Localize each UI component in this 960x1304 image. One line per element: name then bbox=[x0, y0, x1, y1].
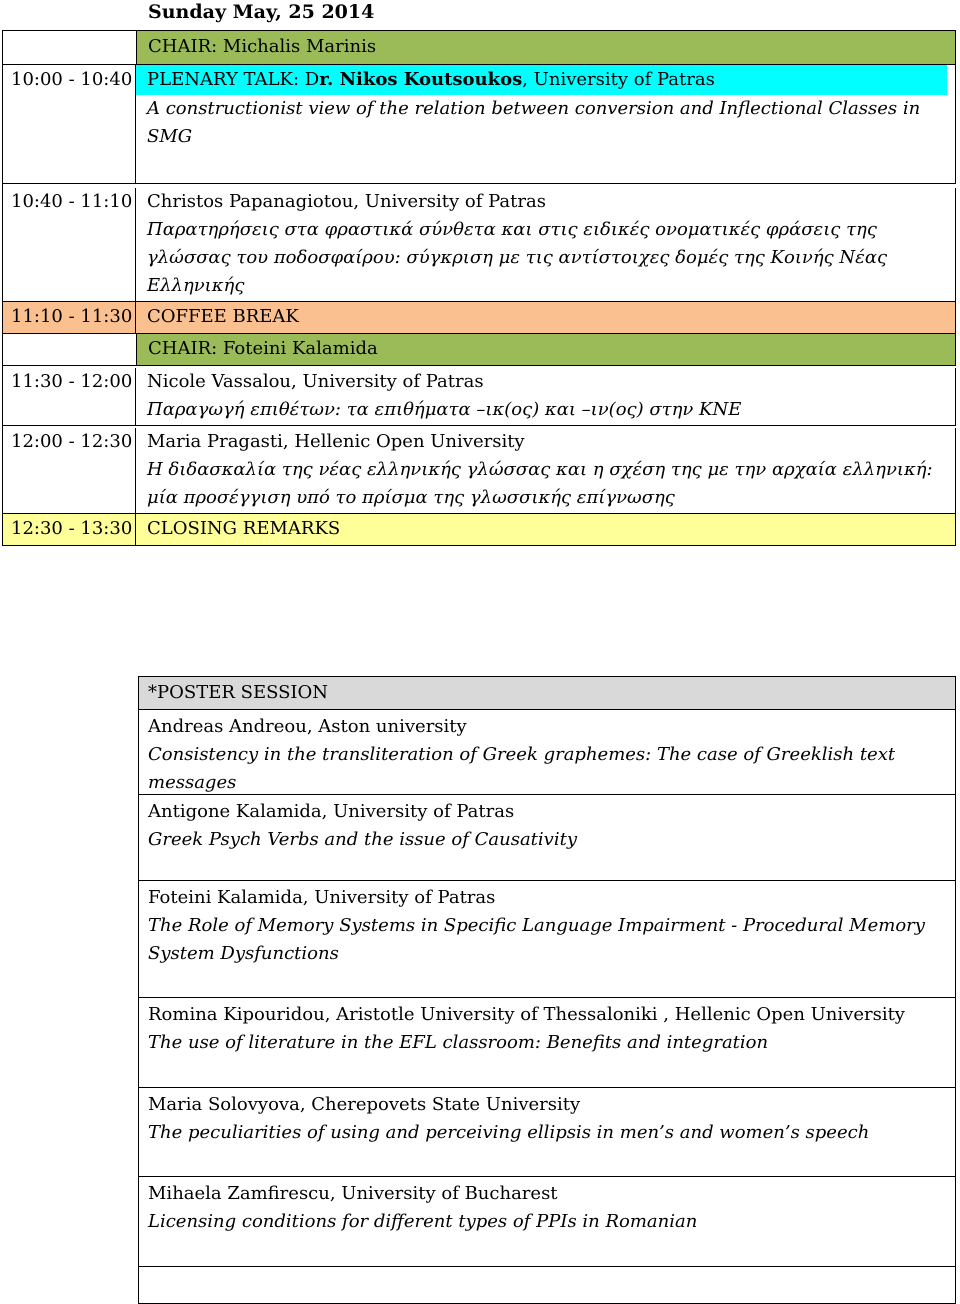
talk-title: Παραγωγή επιθέτων: τα επιθήματα –ικ(ος) και –ιν(ος) στην ΚΝΕ bbox=[147, 399, 742, 420]
schedule-table bbox=[2, 30, 956, 546]
chair-row bbox=[3, 334, 956, 366]
talk-speaker: Maria Pragasti, Hellenic Open University bbox=[147, 431, 525, 452]
day-title: Sunday May, 25 2014 bbox=[148, 1, 375, 23]
poster-session-table bbox=[138, 676, 956, 1304]
poster-item-empty bbox=[139, 1267, 956, 1304]
poster-title: Greek Psych Verbs and the issue of Causativity bbox=[148, 829, 578, 850]
poster-speaker: Antigone Kalamida, University of Patras bbox=[148, 801, 515, 822]
talk-cell bbox=[136, 188, 956, 301]
plenary-cell bbox=[136, 65, 956, 183]
chair-cell: CHAIR: Foteini Kalamida bbox=[136, 334, 956, 365]
poster-speaker: Foteini Kalamida, University of Patras bbox=[148, 887, 496, 908]
time-cell: 10:40 - 11:10 bbox=[3, 188, 136, 301]
poster-item bbox=[139, 881, 956, 998]
poster-item bbox=[139, 1088, 956, 1177]
time-cell: 12:00 - 12:30 bbox=[3, 428, 136, 513]
coffee-break-label: COFFEE BREAK bbox=[136, 302, 956, 333]
time-cell: 10:00 - 10:40 bbox=[3, 65, 136, 183]
talk-row bbox=[3, 426, 956, 514]
talk-row bbox=[3, 184, 956, 302]
poster-item bbox=[139, 998, 956, 1088]
poster-speaker: Mihaela Zamfirescu, University of Bucharest bbox=[148, 1183, 558, 1204]
poster-speaker: Romina Kipouridou, Aristotle University of Thessaloniki , Hellenic Open University bbox=[148, 1004, 905, 1025]
poster-item bbox=[139, 710, 956, 795]
chair-row bbox=[3, 31, 956, 65]
poster-title: Consistency in the transliteration of Greek graphemes: The case of Greeklish text messages bbox=[148, 744, 896, 793]
talk-title: Παρατηρήσεις στα φραστικά σύνθετα και στις ειδικές ονοματικές φράσεις της γλώσσας του ποδοσφαίρου: σύγκριση με τις αντίστοιχες δομές της Κοινής Νέας Ελληνικής bbox=[147, 219, 888, 296]
talk-cell bbox=[136, 428, 956, 513]
poster-title: The peculiarities of using and perceiving ellipsis in men’s and women’s speech bbox=[148, 1122, 870, 1143]
chair-cell: CHAIR: Michalis Marinis bbox=[136, 31, 956, 64]
talk-cell bbox=[136, 368, 956, 425]
talk-title: Η διδασκαλία της νέας ελληνικής γλώσσας και η σχέση της με την αρχαία ελληνική: μία προσέγγιση υπό το πρίσμα της γλωσσικής επίγνωσης bbox=[147, 459, 933, 508]
time-cell bbox=[3, 31, 136, 64]
poster-title: The Role of Memory Systems in Specific Language Impairment - Procedural Memory System Dysfunctions bbox=[148, 915, 925, 964]
poster-speaker: Maria Solovyova, Cherepovets State University bbox=[148, 1094, 581, 1115]
plenary-affiliation: , University of Patras bbox=[522, 69, 715, 90]
poster-title: Licensing conditions for different types of PPIs in Romanian bbox=[148, 1211, 698, 1232]
time-cell: 12:30 - 13:30 bbox=[3, 514, 136, 545]
poster-item bbox=[139, 1177, 956, 1267]
plenary-label bbox=[136, 65, 947, 95]
closing-row bbox=[3, 514, 956, 546]
talk-speaker: Christos Papanagiotou, University of Patras bbox=[147, 191, 546, 212]
poster-session-header: *POSTER SESSION bbox=[139, 677, 956, 710]
poster-speaker: Andreas Andreou, Aston university bbox=[148, 716, 467, 737]
talk-row bbox=[3, 366, 956, 426]
time-cell: 11:30 - 12:00 bbox=[3, 368, 136, 425]
plenary-label-prefix: PLENARY TALK: D bbox=[147, 69, 320, 90]
time-cell: 11:10 - 11:30 bbox=[3, 302, 136, 333]
poster-title: The use of literature in the EFL classroom: Benefits and integration bbox=[148, 1032, 769, 1053]
plenary-title: A constructionist view of the relation between conversion and Inflectional Classes in SMG bbox=[147, 98, 921, 147]
coffee-break-row bbox=[3, 302, 956, 334]
poster-item bbox=[139, 795, 956, 881]
talk-speaker: Nicole Vassalou, University of Patras bbox=[147, 371, 484, 392]
plenary-speaker: r. Nikos Koutsoukos bbox=[319, 69, 523, 90]
closing-label: CLOSING REMARKS bbox=[136, 514, 956, 545]
plenary-row bbox=[3, 65, 956, 184]
time-cell bbox=[3, 334, 136, 365]
